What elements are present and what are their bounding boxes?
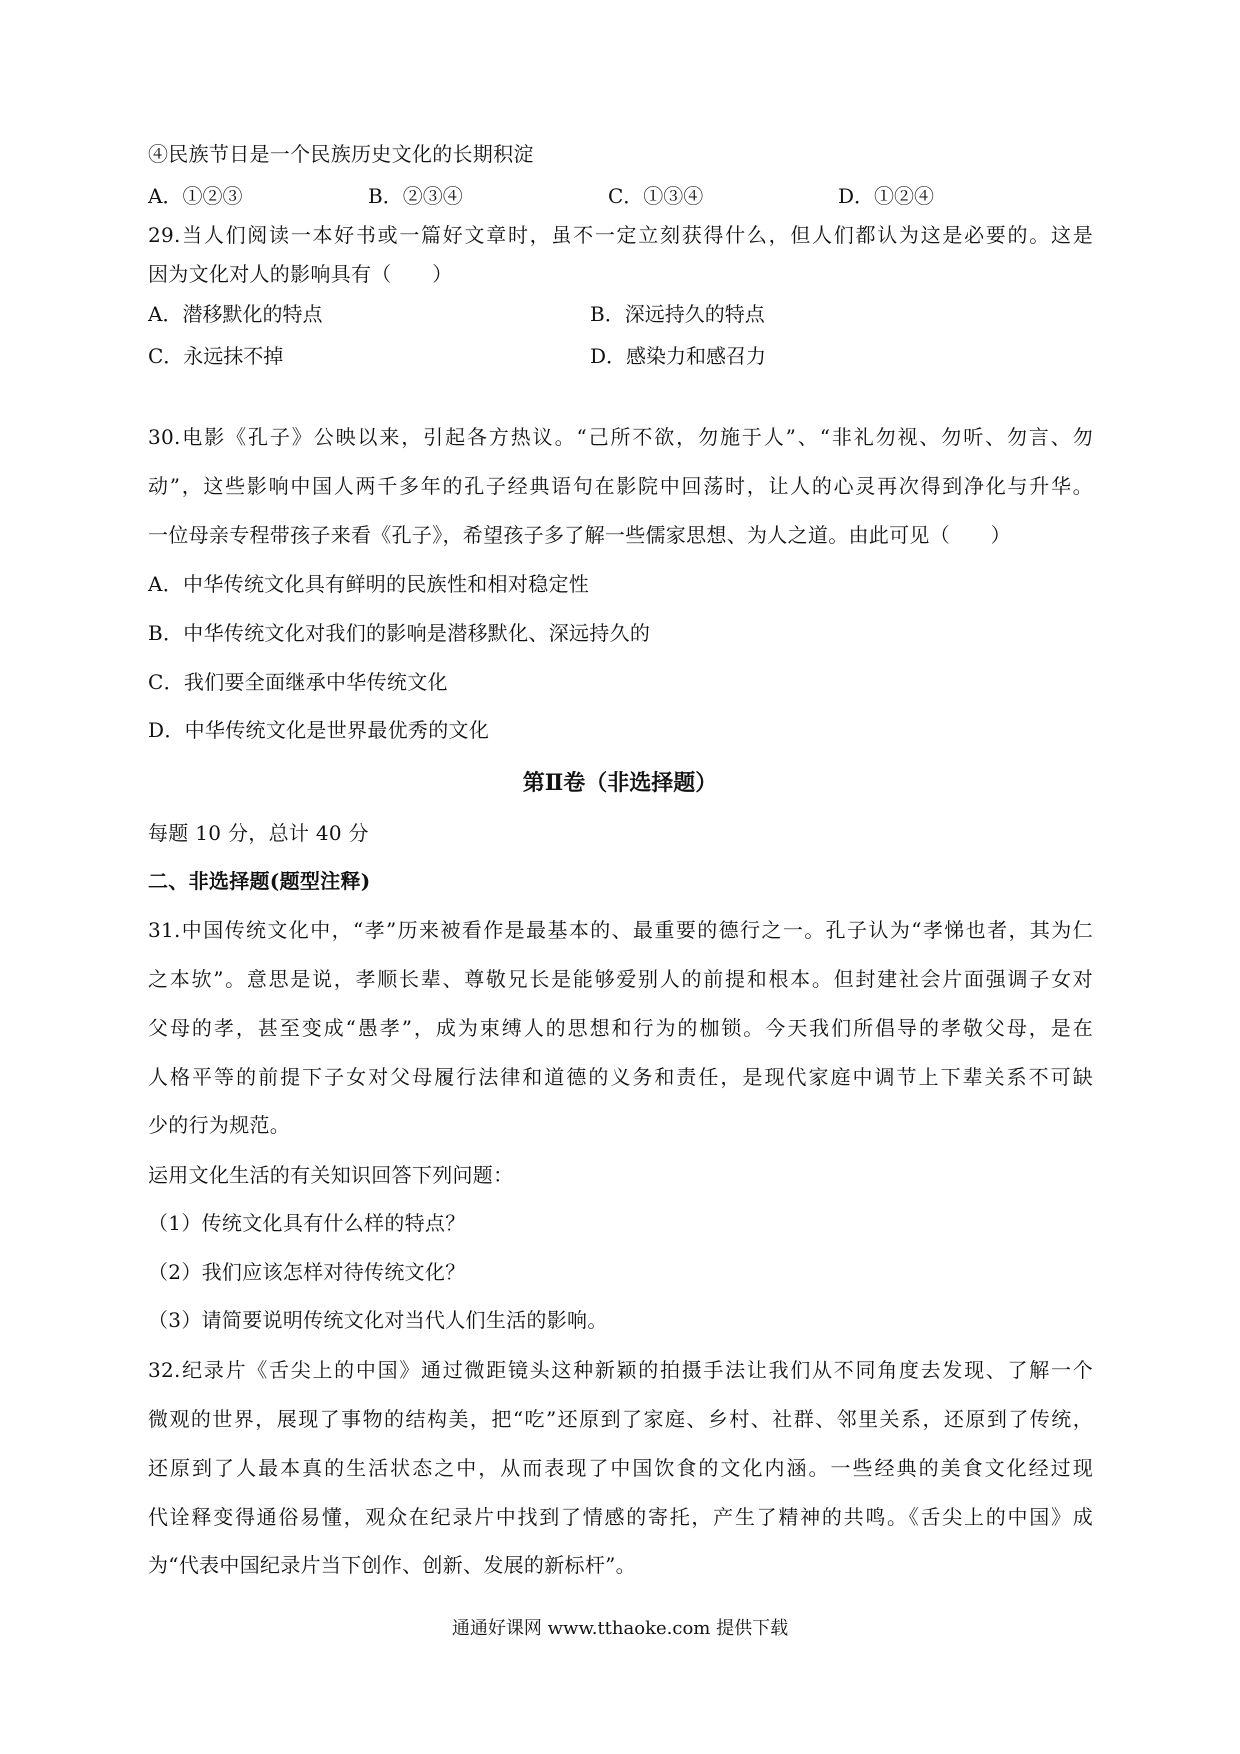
q29-options-row-1 [148,299,1093,329]
q29-option-b: B．深远持久的特点 [590,302,765,326]
q30-option-d: D．中华传统文化是世界最优秀的文化 [148,718,490,742]
q31-stem-line-1: 31.中国传统文化中，“孝”历来被看作是最基本的、最重要的德行之一。孔子认为“孝悌也者，其为仁 [148,918,1093,942]
part-2-title: 第Ⅱ卷（非选择题） [522,770,718,796]
q30-option-a: A．中华传统文化具有鲜明的民族性和相对稳定性 [148,572,590,596]
score-note: 每题 10 分，总计 40 分 [148,821,369,845]
q31-stem-line-2: 之本欤”。意思是说，孝顺长辈、尊敬兄长是能够爱别人的前提和根本。但封建社会片面强调子女对 [148,967,1093,991]
q29-stem-line-2: 因为文化对人的影响具有（ ） [148,262,453,286]
q29-option-a: A．潜移默化的特点 [148,302,323,326]
q29-stem-line-1: 29.当人们阅读一本好书或一篇好文章时，虽不一定立刻获得什么，但人们都认为这是必要的。这是 [148,223,1093,247]
q30-stem-line-1: 30.电影《孔子》公映以来，引起各方热议。“己所不欲，勿施于人”、“非礼勿视、勿听、勿言、勿 [148,425,1093,449]
q32-stem-line-3: 还原到了人最本真的生活状态之中，从而表现了中国饮食的文化内涵。一些经典的美食文化经过现 [148,1456,1093,1480]
q28-option-b: B．②③④ [368,184,463,208]
q28-option-d: D．①②④ [838,184,935,208]
q31-stem-line-5: 少的行为规范。 [148,1113,291,1137]
q31-instruction: 运用文化生活的有关知识回答下列问题： [148,1163,514,1187]
q30-stem-line-2: 动”，这些影响中国人两千多年的孔子经典语句在影院中回荡时，让人的心灵再次得到净化与升华。 [148,474,1093,498]
section-heading: 二、非选择题(题型注释) [148,869,371,893]
q29-options-row-2 [148,341,1093,371]
page-footer: 通通好课网 www.tthaoke.com 提供下载 [451,1618,789,1639]
q28-item-4: ④民族节日是一个民族历史文化的长期积淀 [148,142,534,166]
q30-option-b: B．中华传统文化对我们的影响是潜移默化、深远持久的 [148,621,651,645]
q28-option-a: A．①②③ [148,184,243,208]
q31-stem-line-4: 人格平等的前提下子女对父母履行法律和道德的义务和责任，是现代家庭中调节上下辈关系不可缺 [148,1065,1093,1089]
q31-stem-line-3: 父母的孝，甚至变成“愚孝”，成为束缚人的思想和行为的枷锁。今天我们所倡导的孝敬父母，是在 [148,1016,1093,1040]
q32-stem-line-5: 为“代表中国纪录片当下创作、创新、发展的新标杆”。 [148,1553,636,1577]
q30-option-c: C．我们要全面继承中华传统文化 [148,670,448,694]
q28-options [148,181,1093,211]
q31-subquestion-1: （1）传统文化具有什么样的特点？ [148,1211,466,1235]
q28-option-c: C．①③④ [608,184,704,208]
q29-option-c: C．永远抹不掉 [148,344,284,368]
q32-stem-line-4: 代诠释变得通俗易懂，观众在纪录片中找到了情感的寄托，产生了精神的共鸣。《舌尖上的中国》成 [148,1505,1093,1529]
q31-subquestion-3: （3）请简要说明传统文化对当代人们生活的影响。 [148,1308,608,1332]
q31-subquestion-2: （2）我们应该怎样对待传统文化？ [148,1260,466,1284]
q32-stem-line-1: 32.纪录片《舌尖上的中国》通过微距镜头这种新颖的拍摄手法让我们从不同角度去发现、了解一个 [148,1358,1093,1382]
q29-option-d: D．感染力和感召力 [590,344,767,368]
q32-stem-line-2: 微观的世界，展现了事物的结构美，把“吃”还原到了家庭、乡村、社群、邻里关系，还原到了传统， [148,1407,1093,1431]
q30-stem-line-3: 一位母亲专程带孩子来看《孔子》，希望孩子多了解一些儒家思想、为人之道。由此可见（ ） [148,523,1011,547]
